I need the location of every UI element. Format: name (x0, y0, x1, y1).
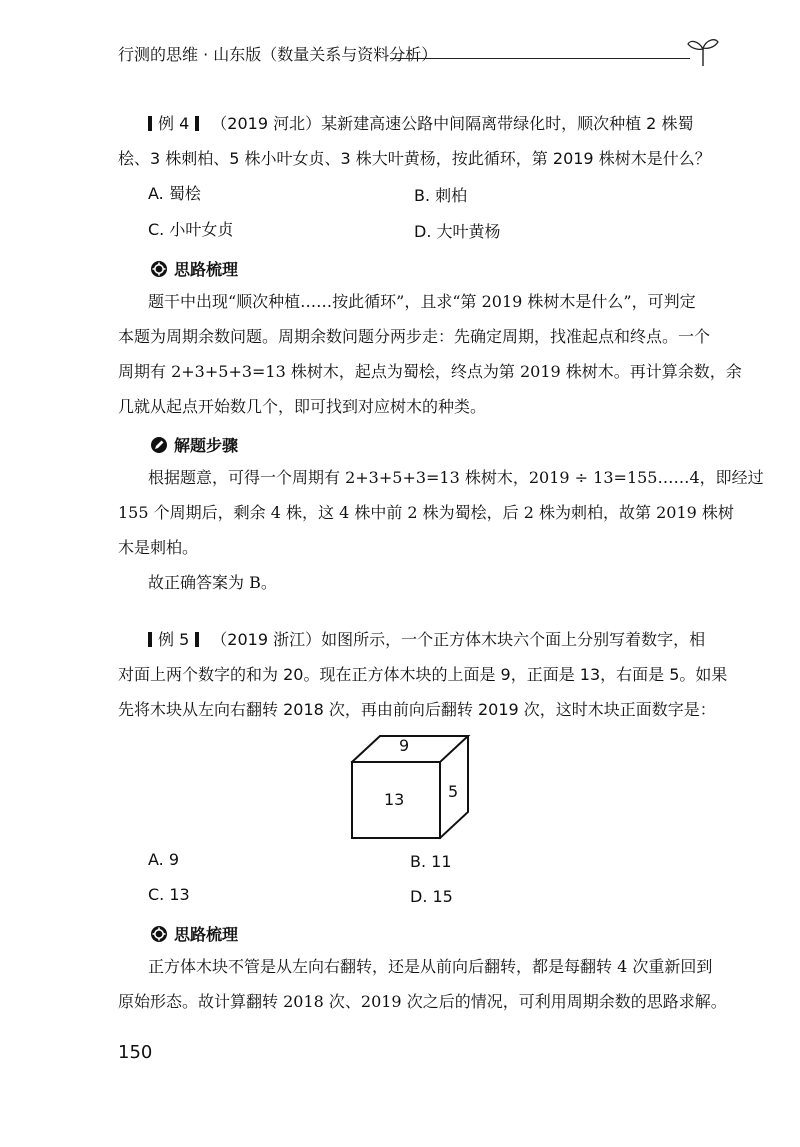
example4-solution-line3: 木是刺柏。 (118, 538, 199, 557)
example5-question-line1 (118, 630, 718, 650)
example4-question-text1: （2019 河北）某新建高速公路中间隔离带绿化时，顺次种植 2 株蜀 (211, 114, 694, 133)
example4-question-line1 (118, 114, 718, 134)
example4-solution-line2: 155 个周期后，剩余 4 株，这 4 株中前 2 株为蜀桧，后 2 株为刺柏，故第 2019 株树 (118, 503, 734, 522)
example4-section-solution (150, 433, 238, 456)
example4-option-a: A. 蜀桧 (148, 184, 201, 203)
example5-question-line2: 对面上两个数字的和为 20。现在正方体木块的上面是 9，正面是 13，右面是 5。如果 (118, 665, 728, 684)
book-title: 行测的思维 · 山东版（数量关系与资料分析） (118, 45, 438, 64)
gear-icon (150, 260, 168, 278)
cube-figure (340, 730, 480, 845)
example4-option-d: D. 大叶黄杨 (414, 222, 501, 241)
example5-option-a: A. 9 (148, 850, 180, 869)
example5-analysis-line1: 正方体木块不管是从左向右翻转，还是从前向后翻转，都是每翻转 4 次重新回到 (148, 957, 713, 976)
cube-front-value: 13 (384, 790, 405, 809)
sprout-icon (686, 36, 720, 68)
section-title: 解题步骤 (174, 436, 239, 455)
example4-label: 例 4 (158, 114, 190, 133)
header-rule (390, 58, 690, 59)
example4-analysis-line4: 几就从起点开始数几个，即可找到对应树木的种类。 (118, 397, 487, 416)
example5-label: 例 5 (158, 630, 190, 649)
pencil-icon (150, 436, 168, 454)
example4-solution-line1: 根据题意，可得一个周期有 2+3+5+3=13 株树木，2019 ÷ 13=155……4，即经过 (148, 468, 764, 487)
example5-option-d: D. 15 (410, 887, 453, 906)
section-title: 思路梳理 (174, 925, 239, 944)
example-marker-bar (148, 632, 152, 647)
section-title: 思路梳理 (174, 260, 239, 279)
example5-question-text1: （2019 浙江）如图所示，一个正方体木块六个面上分别写着数字，相 (211, 630, 706, 649)
example5-section-analysis (150, 922, 238, 945)
example4-option-c: C. 小叶女贞 (148, 220, 234, 239)
cube-top-value: 9 (399, 736, 410, 755)
example4-section-analysis (150, 257, 238, 280)
example4-answer: 故正确答案为 B。 (148, 573, 277, 592)
example-marker-bar (195, 116, 199, 131)
cube-outline (340, 730, 480, 845)
example4-analysis-line1: 题干中出现“顺次种植……按此循环”，且求“第 2019 株树木是什么”，可判定 (148, 292, 696, 311)
example4-analysis-line3: 周期有 2+3+5+3=13 株树木，起点为蜀桧，终点为第 2019 株树木。再计算余数，余 (118, 362, 742, 381)
page-number: 150 (118, 1042, 153, 1063)
example4-analysis-line2: 本题为周期余数问题。周期余数问题分两步走：先确定周期，找准起点和终点。一个 (118, 327, 711, 346)
example4-option-b: B. 刺柏 (414, 186, 468, 205)
example5-analysis-line2: 原始形态。故计算翻转 2018 次、2019 次之后的情况，可利用周期余数的思路求解。 (118, 992, 727, 1011)
example5-option-c: C. 13 (148, 885, 190, 904)
running-header (118, 34, 718, 74)
example5-option-b: B. 11 (410, 852, 452, 871)
example5-question-line3: 先将木块从左向右翻转 2018 次，再由前向后翻转 2019 次，这时木块正面数字是： (118, 700, 716, 719)
cube-right-value: 5 (448, 782, 459, 801)
gear-icon (150, 925, 168, 943)
example-marker-bar (195, 632, 199, 647)
example-marker-bar (148, 116, 152, 131)
example4-question-line2: 桧、3 株刺柏、5 株小叶女贞、3 株大叶黄杨，按此循环，第 2019 株树木是什么？ (118, 149, 711, 168)
